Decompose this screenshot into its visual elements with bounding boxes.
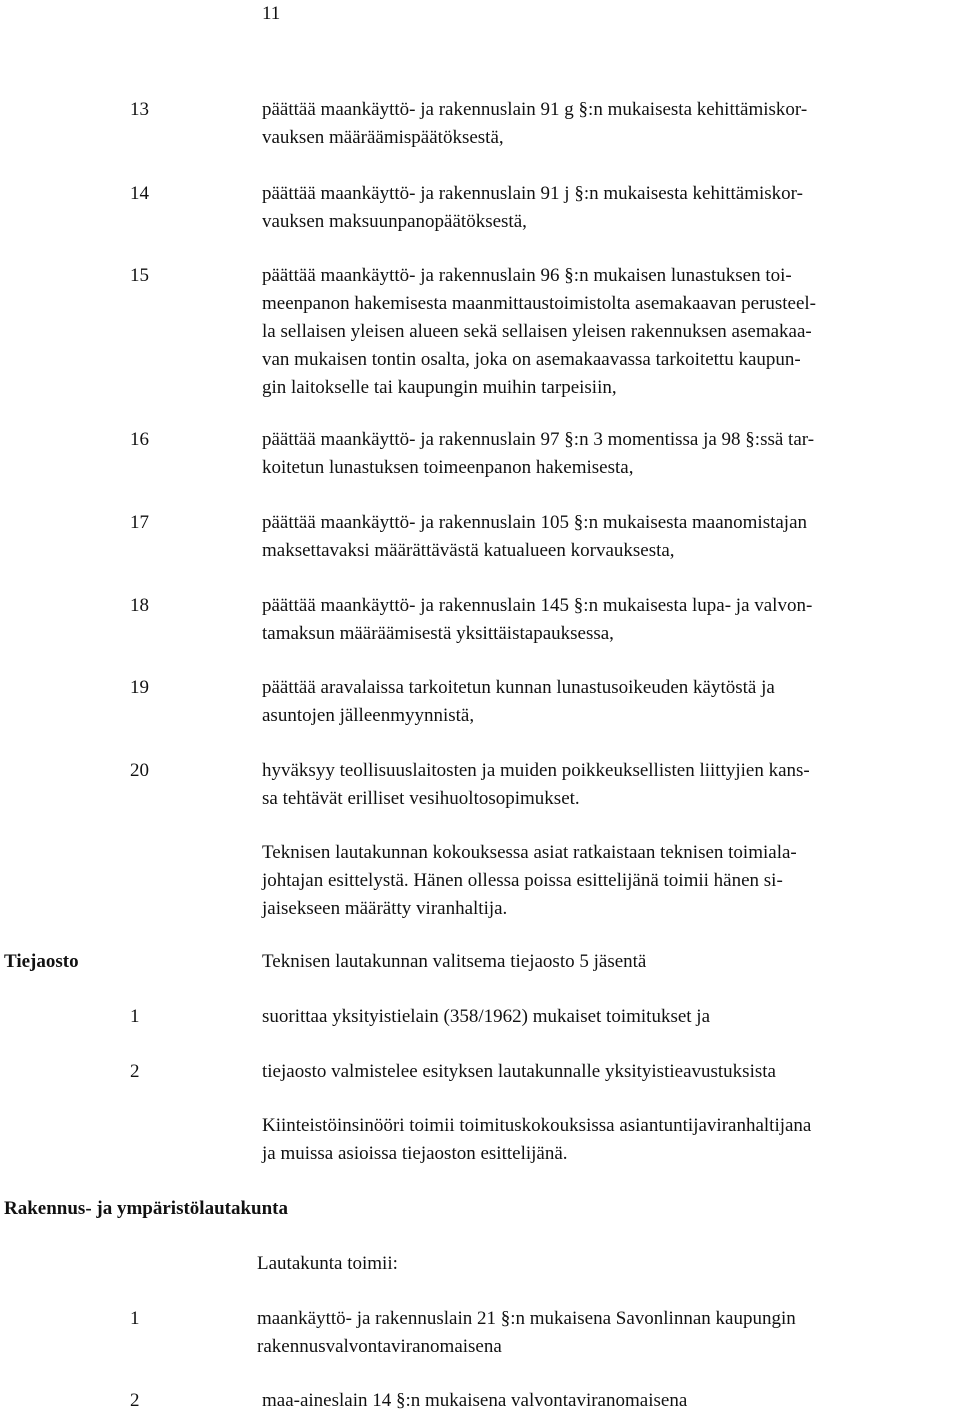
list-item-number: 16 bbox=[130, 429, 149, 450]
list-item-number: 20 bbox=[130, 760, 149, 781]
list-item-text: päättää maankäyttö- ja rakennuslain 145 §:n mukaisesta lupa- ja valvon- tamaksun määräämisestä yksittäistapauksessa, bbox=[262, 595, 813, 644]
list-item-number: 14 bbox=[130, 183, 149, 204]
list-item-number: 2 bbox=[130, 1061, 140, 1082]
rakennus-intro: Lautakunta toimii: bbox=[257, 1253, 398, 1274]
list-item-number: 1 bbox=[130, 1006, 140, 1027]
page-number: 11 bbox=[262, 3, 281, 24]
list-item-text: päättää maankäyttö- ja rakennuslain 91 g §:n mukaisesta kehittämiskor- vauksen määräämispäätöksestä, bbox=[262, 99, 808, 148]
tekninen-note: Teknisen lautakunnan kokouksessa asiat ratkaistaan teknisen toimiala- johtajan esittelystä. Hänen ollessa poissa esittelijänä toimii hänen si- jaisekseen määrätty viranhaltija. bbox=[262, 842, 797, 919]
rakennus-heading: Rakennus- ja ympäristölautakunta bbox=[4, 1198, 288, 1219]
list-item-text: päättää maankäyttö- ja rakennuslain 96 §:n mukaisen lunastuksen toi- meenpanon hakemisesta maanmittaustoimistolta asemakaavan perusteel- la sellaisen yleisen alueen sekä sellaisen yleisen rakennuksen asemakaa- van mukaisen tontin osalta, joka on asemakaavassa tarkoitettu kaupun- gin laitokselle tai kaupungin muihin tarpeisiin, bbox=[262, 265, 816, 398]
tiejaosto-heading: Tiejaosto bbox=[4, 951, 79, 972]
list-item-text: maa-aineslain 14 §:n mukaisena valvontaviranomaisena bbox=[262, 1390, 688, 1411]
tiejaosto-note: Kiinteistöinsinööri toimii toimituskokouksissa asiantuntijaviranhaltijana ja muissa asioissa tiejaoston esittelijänä. bbox=[262, 1115, 812, 1164]
list-item-number: 15 bbox=[130, 265, 149, 286]
list-item-text: maankäyttö- ja rakennuslain 21 §:n mukaisena Savonlinnan kaupungin rakennusvalvontaviranomaisena bbox=[257, 1308, 796, 1357]
list-item-text: päättää maankäyttö- ja rakennuslain 91 j §:n mukaisesta kehittämiskor- vauksen maksuunpanopäätöksestä, bbox=[262, 183, 803, 232]
list-item-number: 1 bbox=[130, 1308, 140, 1329]
list-item-text: päättää aravalaissa tarkoitetun kunnan lunastusoikeuden käytöstä ja asuntojen jälleenmyynnistä, bbox=[262, 677, 775, 726]
list-item-text: päättää maankäyttö- ja rakennuslain 97 §:n 3 momentissa ja 98 §:ssä tar- koitetun lunastuksen toimeenpanon hakemisesta, bbox=[262, 429, 815, 478]
list-item-text: hyväksyy teollisuuslaitosten ja muiden poikkeuksellisten liittyjien kans- sa tehtävät erilliset vesihuoltosopimukset. bbox=[262, 760, 810, 809]
list-item-number: 2 bbox=[130, 1390, 140, 1411]
list-item-number: 17 bbox=[130, 512, 149, 533]
list-item-number: 19 bbox=[130, 677, 149, 698]
list-item-text: päättää maankäyttö- ja rakennuslain 105 §:n mukaisesta maanomistajan maksettavaksi määrättävästä katualueen korvauksesta, bbox=[262, 512, 808, 561]
list-item-number: 13 bbox=[130, 99, 149, 120]
list-item-text: suorittaa yksityistielain (358/1962) mukaiset toimitukset ja bbox=[262, 1006, 711, 1027]
list-item-text: tiejaosto valmistelee esityksen lautakunnalle yksityistieavustuksista bbox=[262, 1061, 776, 1082]
list-item-number: 18 bbox=[130, 595, 149, 616]
tiejaosto-intro: Teknisen lautakunnan valitsema tiejaosto 5 jäsentä bbox=[262, 951, 647, 972]
